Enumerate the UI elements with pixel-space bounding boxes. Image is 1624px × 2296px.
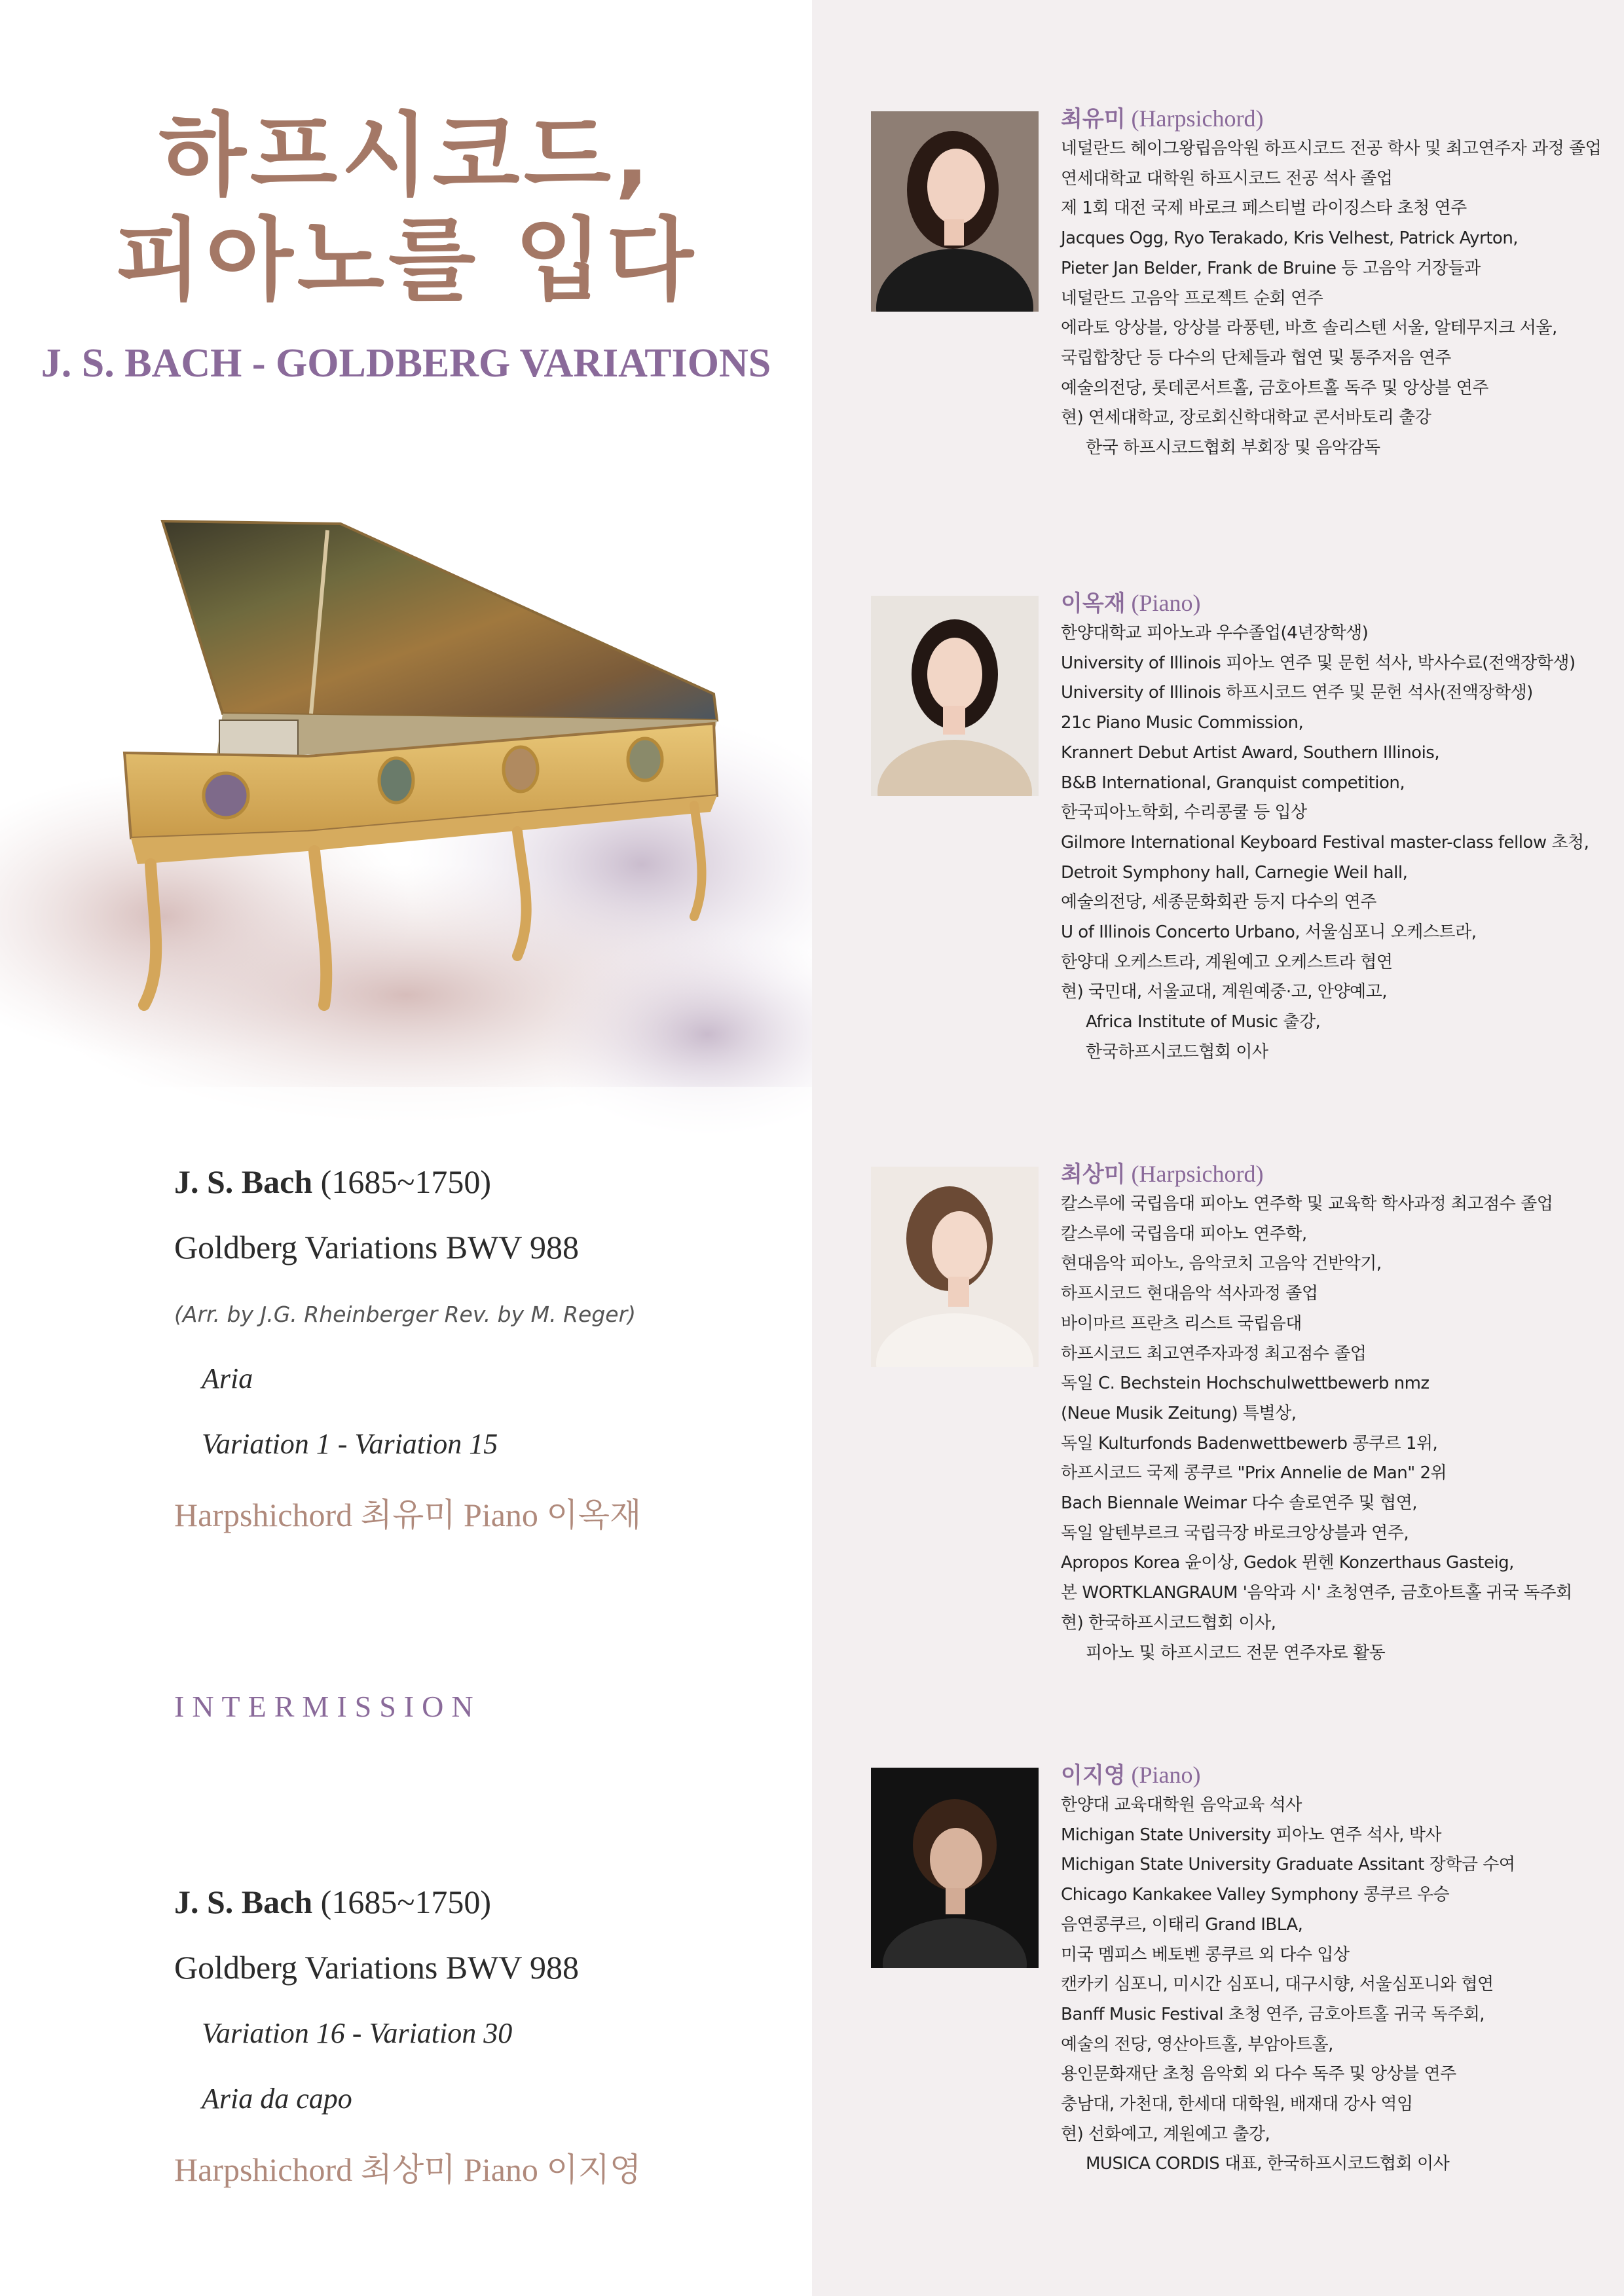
bio-line: 피아노 및 하프시코드 전문 연주자로 활동 [1086, 1643, 1386, 1663]
bio-line: Banff Music Festival 초청 연주, 금호아트홀 귀국 독주회, [1061, 2004, 1485, 2024]
bio-text [1061, 1159, 1604, 1668]
program-2-movement: Variation 16 - Variation 30 [202, 2017, 513, 2049]
bio-line: 한국하프시코드협회 이사 [1086, 1042, 1268, 1062]
bio-line: Michigan State University 피아노 연주 석사, 박사 [1061, 1825, 1441, 1845]
bio-line: 현) 연세대학교, 장로회신학대학교 콘서바토리 출강 [1061, 408, 1431, 428]
bio-line: University of Illinois 피아노 연주 및 문헌 석사, 박사수료(전액장학생) [1061, 653, 1576, 673]
medallion [379, 758, 413, 803]
bio-line: 하프시코드 국제 콩쿠르 "Prix Annelie de Man" 2위 [1061, 1463, 1447, 1484]
bio-line: 하프시코드 현대음악 석사과정 졸업 [1061, 1284, 1318, 1304]
bio-line: Pieter Jan Belder, Frank de Bruine 등 고음악 거장들과 [1061, 258, 1481, 278]
bio-line: Chicago Kankakee Valley Symphony 콩쿠르 우승 [1061, 1885, 1450, 1905]
composer-name: J. S. Bach [174, 1163, 313, 1200]
bio-line: 충남대, 가천대, 한세대 대학원, 배재대 강사 역임 [1061, 2094, 1413, 2115]
program-1-work: Goldberg Variations BWV 988 [174, 1229, 580, 1266]
title-line-2: 피아노를 입다 [115, 208, 697, 313]
bio-text [1061, 1760, 1604, 2179]
bio-line: Jacques Ogg, Ryo Terakado, Kris Velhest, Patrick Ayrton, [1061, 228, 1519, 249]
bio-line: 칼스루에 국립음대 피아노 연주학, [1061, 1224, 1307, 1244]
medallion [504, 747, 538, 792]
harpsichord-lid [162, 521, 717, 720]
bio-line: 하프시코드 최고연주자과정 최고점수 졸업 [1061, 1343, 1367, 1364]
bio-line: 예술의전당, 세종문화회관 등지 다수의 연주 [1061, 892, 1376, 913]
bio-line: 21c Piano Music Commission, [1061, 713, 1304, 733]
bio-line: 한양대 오케스트라, 계원예고 오케스트라 협연 [1061, 952, 1393, 972]
bio-line: 현) 한국하프시코드협회 이사, [1061, 1613, 1276, 1633]
program-1-arrangement: (Arr. by J.G. Rheinberger Rev. by M. Reger) [174, 1302, 637, 1327]
bio-line: 예술의전당, 롯데콘서트홀, 금호아트홀 독주 및 앙상블 연주 [1061, 378, 1488, 398]
program-2-movement: Aria da capo [202, 2083, 352, 2115]
subtitle: J. S. BACH - GOLDBERG VARIATIONS [41, 341, 771, 386]
performer-name: 이옥재 [1061, 591, 1126, 617]
bio-line: University of Illinois 하프시코드 연주 및 문헌 석사(전액장학생) [1061, 683, 1533, 703]
bio-text [1061, 588, 1604, 1068]
bio-line: 칼스루에 국립음대 피아노 연주학 및 교육학 학사과정 최고점수 졸업 [1061, 1194, 1553, 1214]
bio-line: 독일 알텐부르크 국립극장 바로크앙상블과 연주, [1061, 1523, 1409, 1543]
title-line-1: 하프시코드, [158, 103, 654, 208]
bio-line: 한국 하프시코드협회 부회장 및 음악감독 [1086, 438, 1380, 458]
program-2-composer [174, 1883, 491, 1921]
program-2-work: Goldberg Variations BWV 988 [174, 1949, 580, 1986]
bio-line: 에라토 앙상블, 앙상블 라풍텐, 바흐 솔리스텐 서울, 알테무지크 서울, [1061, 318, 1557, 338]
performer-instrument: (Piano) [1125, 1762, 1201, 1788]
bio-line: 네덜란드 고음악 프로젝트 순회 연주 [1061, 288, 1323, 308]
bio-line: U of Illinois Concerto Urbano, 서울심포니 오케스트라, [1061, 922, 1477, 943]
program-1-performers: Harpshichord 최유미 Piano 이옥재 [174, 1497, 642, 1533]
fade [0, 1087, 812, 1152]
bio-line: 국립합창단 등 다수의 단체들과 협연 및 통주저음 연주 [1061, 348, 1451, 368]
medallion [628, 738, 662, 780]
performer-name-line [1061, 1760, 1604, 1791]
performer-instrument: (Harpsichord) [1125, 1161, 1264, 1187]
medallion [204, 773, 248, 818]
bio-line: 용인문화재단 초청 음악회 외 다수 독주 및 앙상블 연주 [1061, 2064, 1456, 2085]
performer-name-line [1061, 103, 1604, 134]
bio-line: 음연콩쿠르, 이태리 Grand IBLA, [1061, 1914, 1303, 1935]
composer-years: (1685~1750) [312, 1884, 492, 1920]
performer-photo [871, 1768, 1039, 1968]
bio-line: 한양대학교 피아노과 우수졸업(4년장학생) [1061, 623, 1369, 643]
program-1-movement: Aria [202, 1362, 253, 1394]
program-1-movement: Variation 1 - Variation 15 [202, 1428, 498, 1460]
intermission-label: INTERMISSION [174, 1690, 481, 1723]
bio-line: 한양대 교육대학원 음악교육 석사 [1061, 1795, 1302, 1815]
bio-line: 한국피아노학회, 수리콩쿨 등 입상 [1061, 803, 1307, 823]
bio-line: 제 1회 대전 국제 바로크 페스티벌 라이징스타 초청 연주 [1061, 198, 1467, 219]
performer-photo [871, 111, 1039, 312]
performer-name-line [1061, 588, 1604, 619]
bio-line: 현) 선화예고, 계원예고 출강, [1061, 2124, 1270, 2144]
performer-photo [871, 596, 1039, 796]
performer-instrument: (Piano) [1125, 590, 1201, 616]
bio-line: 독일 C. Bechstein Hochschulwettbewerb nmz [1061, 1374, 1430, 1394]
performer-photo [871, 1167, 1039, 1367]
performer-instrument: (Harpsichord) [1125, 105, 1264, 132]
composer-name: J. S. Bach [174, 1884, 313, 1920]
harpsichord-illustration [0, 498, 812, 1152]
bio-line: Gilmore International Keyboard Festival master-class fellow 초청, [1061, 832, 1589, 852]
bio-line: Africa Institute of Music 출강, [1086, 1012, 1321, 1032]
bio-line: Apropos Korea 윤이상, Gedok 뮌헨 Konzerthaus Gasteig, [1061, 1553, 1514, 1573]
bio-text [1061, 103, 1604, 464]
bio-line: Bach Biennale Weimar 다수 솔로연주 및 협연, [1061, 1493, 1417, 1514]
performer-name-line [1061, 1159, 1604, 1190]
program-2-performers: Harpshichord 최상미 Piano 이지영 [174, 2151, 642, 2188]
program-1-composer [174, 1163, 491, 1201]
bio-line: 네덜란드 헤이그왕립음악원 하프시코드 전공 학사 및 최고연주자 과정 졸업 [1061, 139, 1602, 158]
performer-name: 최상미 [1061, 1161, 1126, 1188]
bio-line: MUSICA CORDIS 대표, 한국하프시코드협회 이사 [1086, 2154, 1450, 2174]
performer-name: 최유미 [1061, 106, 1126, 132]
bio-line: 캔카키 심포니, 미시간 심포니, 대구시향, 서울심포니와 협연 [1061, 1975, 1494, 1995]
bio-line: 바이마르 프란츠 리스트 국립음대 [1061, 1313, 1302, 1334]
bio-line: Michigan State University Graduate Assitant 장학금 수여 [1061, 1855, 1515, 1875]
bio-line: 현대음악 피아노, 음악코치 고음악 건반악기, [1061, 1254, 1382, 1274]
bio-line: 연세대학교 대학원 하프시코드 전공 석사 졸업 [1061, 168, 1393, 189]
bio-line: 독일 Kulturfonds Badenwettbewerb 콩쿠르 1위, [1061, 1433, 1438, 1453]
bio-line: B&B International, Granquist competition, [1061, 773, 1405, 793]
bio-line: (Neue Musik Zeitung) 특별상, [1061, 1403, 1297, 1423]
performer-name: 이지영 [1061, 1762, 1126, 1789]
bio-line: 미국 멤피스 베토벤 콩쿠르 외 다수 입상 [1061, 1944, 1350, 1965]
bio-line: 예술의 전당, 영산아트홀, 부암아트홀, [1061, 2034, 1333, 2054]
bio-line: Detroit Symphony hall, Carnegie Weil hall, [1061, 862, 1408, 883]
bio-line: 본 WORTKLANGRAUM '음악과 시' 초청연주, 금호아트홀 귀국 독주회 [1061, 1583, 1572, 1603]
composer-years: (1685~1750) [312, 1163, 492, 1200]
bio-line: Krannert Debut Artist Award, Southern Illinois, [1061, 742, 1440, 763]
bio-line: 현) 국민대, 서울교대, 계원예중·고, 안양예고, [1061, 982, 1387, 1002]
